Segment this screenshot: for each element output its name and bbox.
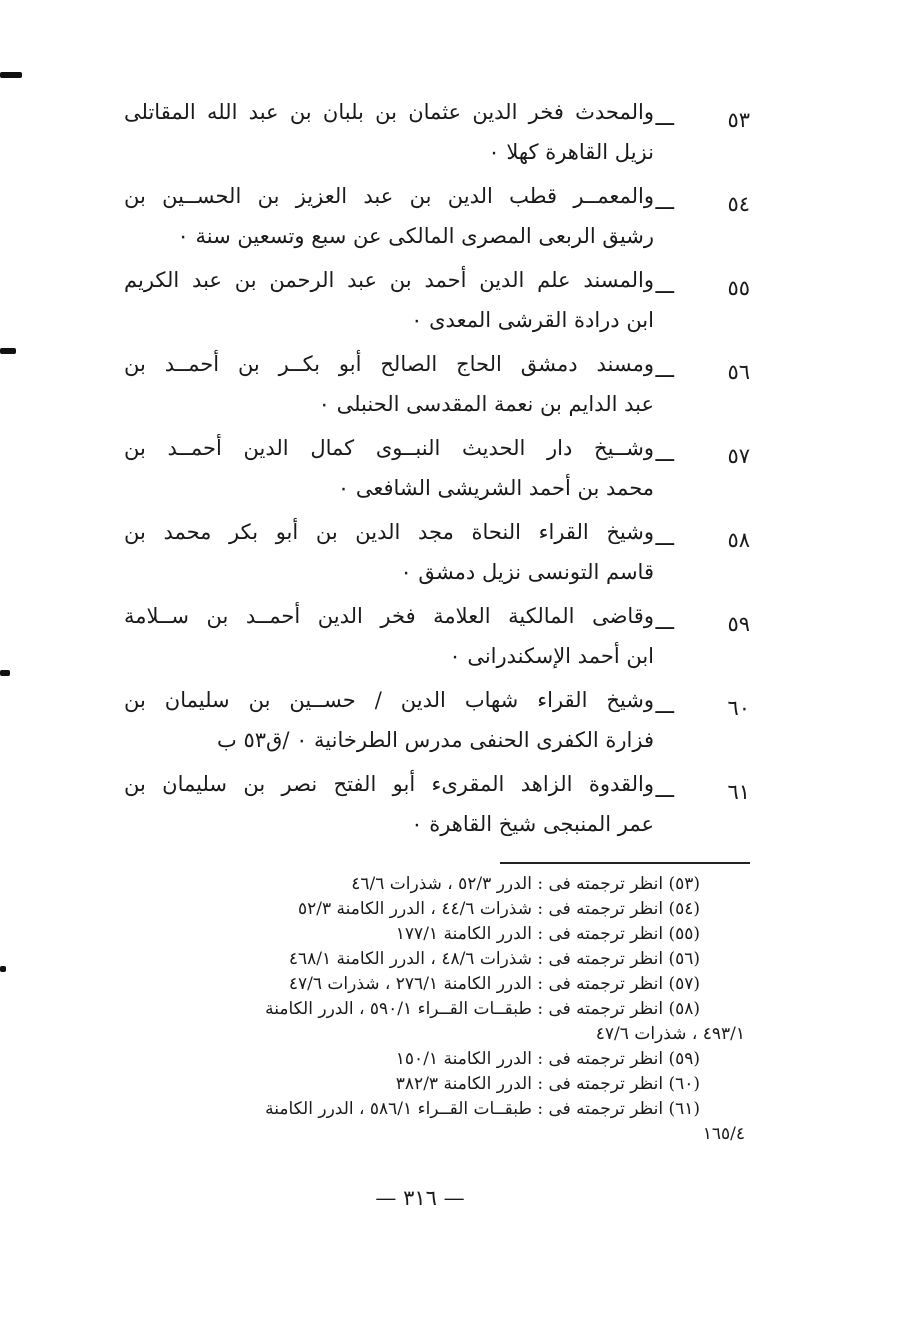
entry-number: ٥٦ [727, 360, 750, 384]
entry [110, 666, 750, 750]
entry [110, 414, 750, 498]
footnote: (٦١) انظر ترجمته فى : طبقــات القــراء ٥٨٦/١ ، الدرر الكامنة [265, 1099, 700, 1119]
entry-number: ٦٠ [727, 696, 750, 720]
entry-line: عمر المنبجى شيخ القاهرة ٠ [411, 812, 654, 836]
scan-mark [0, 348, 16, 354]
entry-line: رشيق الربعى المصرى المالكى عن سبع وتسعين سنة ٠ [177, 224, 654, 248]
entry-number: ٥٧ [727, 444, 750, 468]
entry-text [124, 512, 654, 592]
entry-number: ٥٤ [727, 192, 750, 216]
entry-number: ٥٨ [727, 528, 750, 552]
footnote: (٥٦) انظر ترجمته فى : شذرات ٤٨/٦ ، الدرر الكامنة ٤٦٨/١ [288, 949, 700, 969]
entry-line: وشــيخ دار الحديث النبــوى كمال الدين أحمــد بن [124, 436, 654, 460]
entry [110, 582, 750, 666]
footnote: (٥٨) انظر ترجمته فى : طبقــات القــراء ٥٩٠/١ ، الدرر الكامنة [265, 999, 700, 1019]
entry-text [124, 92, 654, 172]
entry-line: قاسم التونسى نزيل دمشق ٠ [400, 560, 654, 584]
entry-list [110, 78, 750, 834]
entry-text [124, 176, 654, 256]
entry [110, 246, 750, 330]
entry-text [124, 596, 654, 676]
entry-line: فزارة الكفرى الحنفى مدرس الطرخانية ٠ /ق٥٣ ب [217, 728, 654, 752]
entry [110, 750, 750, 834]
entry-line: والمعمــر قطب الدين بن عبد العزيز بن الحســين بن [124, 184, 654, 208]
footnote-continuation: ١٦٥/٤ [702, 1124, 745, 1144]
entry-line: ابن درادة القرشى المعدى ٠ [411, 308, 654, 332]
entry-line: والمسند علم الدين أحمد بن عبد الرحمن بن عبد الكريم [124, 268, 654, 292]
entry-line: والمحدث فخر الدين عثمان بن بلبان بن عبد الله المقاتلى [124, 100, 654, 124]
entry-dash: ـــ [655, 610, 674, 634]
entry-dash: ـــ [655, 442, 674, 466]
entry-dash: ـــ [655, 694, 674, 718]
footnotes [95, 872, 745, 1147]
entry-text [124, 428, 654, 508]
entry-dash: ـــ [655, 358, 674, 382]
entry-line: وقاضى المالكية العلامة فخر الدين أحمــد بن ســلامة [124, 604, 654, 628]
footnote: (٦٠) انظر ترجمته فى : الدرر الكامنة ٣٨٢/٣ [395, 1074, 700, 1094]
entry-text [124, 764, 654, 844]
entry-line: نزيل القاهرة كهلا ٠ [488, 140, 654, 164]
page-number: — ٣١٦ — [375, 1186, 465, 1210]
entry-number: ٥٥ [727, 276, 750, 300]
entry [110, 498, 750, 582]
scan-mark [0, 966, 6, 972]
entry-dash: ـــ [655, 106, 674, 130]
entry-line: ابن أحمد الإسكندرانى ٠ [449, 644, 654, 668]
entry [110, 162, 750, 246]
entry-line: والقدوة الزاهد المقرىء أبو الفتح نصر بن سليمان بن [124, 772, 654, 796]
entry-text [124, 344, 654, 424]
scan-mark [0, 72, 22, 78]
footnote: (٥٩) انظر ترجمته فى : الدرر الكامنة ١٥٠/١ [395, 1049, 700, 1069]
footnote: (٥٤) انظر ترجمته فى : شذرات ٤٤/٦ ، الدرر الكامنة ٥٢/٣ [298, 899, 700, 919]
entry-dash: ـــ [655, 190, 674, 214]
footnote: (٥٣) انظر ترجمته فى : الدرر ٥٢/٣ ، شذرات ٤٦/٦ [351, 874, 700, 894]
entry-number: ٥٩ [727, 612, 750, 636]
entry-text [124, 680, 654, 760]
entry-dash: ـــ [655, 274, 674, 298]
entry-line: ومسند دمشق الحاج الصالح أبو بكــر بن أحمــد بن [124, 352, 654, 376]
entry-dash: ـــ [655, 526, 674, 550]
entry-line: وشيخ القراء شهاب الدين / حســين بن سليمان بن [124, 688, 654, 712]
footnote: (٥٧) انظر ترجمته فى : الدرر الكامنة ٢٧٦/١ ، شذرات ٤٧/٦ [288, 974, 700, 994]
scan-mark [0, 670, 10, 676]
entry [110, 78, 750, 162]
entry-line: وشيخ القراء النحاة مجد الدين بن أبو بكر محمد بن [124, 520, 654, 544]
entry [110, 330, 750, 414]
footnote: (٥٥) انظر ترجمته فى : الدرر الكامنة ١٧٧/١ [395, 924, 700, 944]
footnote-rule [500, 862, 750, 864]
entry-line: عبد الدايم بن نعمة المقدسى الحنبلى ٠ [318, 392, 654, 416]
entry-dash: ـــ [655, 778, 674, 802]
entry-number: ٦١ [727, 780, 750, 804]
footnote-continuation: ٤٩٣/١ ، شذرات ٤٧/٦ [595, 1024, 745, 1044]
entry-line: محمد بن أحمد الشريشى الشافعى ٠ [337, 476, 654, 500]
entry-text [124, 260, 654, 340]
entry-number: ٥٣ [727, 108, 750, 132]
